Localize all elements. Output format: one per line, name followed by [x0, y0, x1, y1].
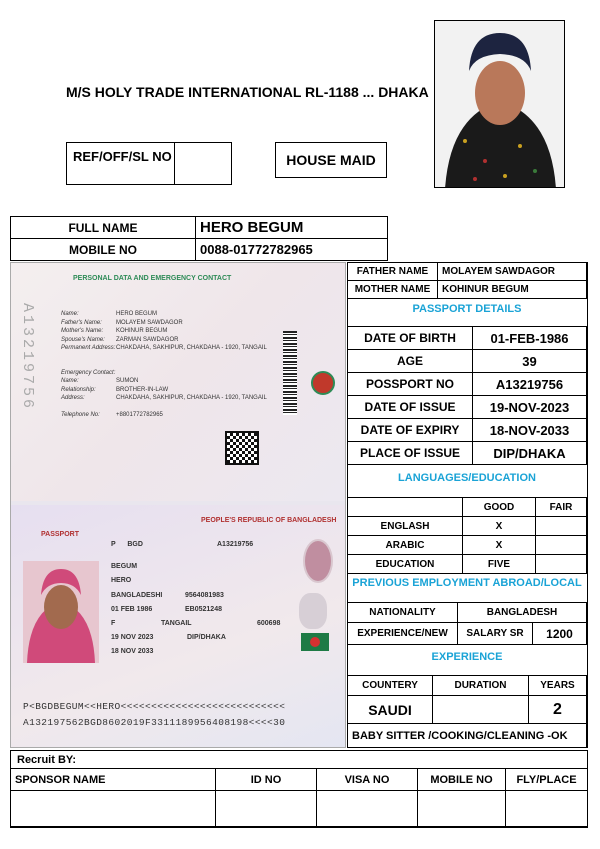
pp-prev-passport: EB0521248	[185, 606, 222, 613]
pp-field: Relationship: BROTHER-IN-LAW	[61, 386, 169, 393]
passport-fields	[61, 311, 291, 420]
recruit-col: ID NO	[216, 769, 317, 791]
pp-expiry: 18 NOV 2033	[111, 648, 154, 655]
pd-value: DIP/DHAKA	[473, 442, 587, 465]
pp-field: Address: CHAKDAHA, SAKHIPUR, CHAKDAHA - 1920, TANGAIL	[61, 395, 267, 401]
pd-label: AGE	[348, 350, 473, 373]
recruit-label: Recruit BY:	[17, 754, 77, 766]
recruit-cell	[418, 791, 506, 828]
pp-field: Mother's Name: KOHINUR BEGUM	[61, 328, 168, 334]
full-name-value: HERO BEGUM	[196, 217, 388, 239]
barcode	[283, 331, 297, 415]
pp-issue-date: 19 NOV 2023	[111, 634, 154, 641]
pp-dob: 01 FEB 1986	[111, 606, 153, 613]
languages-heading: LANGUAGES/EDUCATION	[398, 472, 536, 484]
exp-col-duration: DURATION	[433, 676, 529, 696]
recruit-cell	[11, 791, 216, 828]
agency-title: M/S HOLY TRADE INTERNATIONAL RL-1188 ... DHAKA	[66, 84, 429, 100]
mrz-line-1: P<BGDBEGUM<<HERO<<<<<<<<<<<<<<<<<<<<<<<<<<<	[23, 701, 286, 712]
lang-good: FIVE	[463, 555, 536, 574]
pp-type: P BGD	[111, 541, 143, 548]
recruit-cell	[317, 791, 418, 828]
salary-value: 1200	[533, 623, 587, 645]
pd-value: 18-NOV-2033	[473, 419, 587, 442]
passport-details-heading: PASSPORT DETAILS	[412, 303, 522, 315]
passport-section-title: PERSONAL DATA AND EMERGENCY CONTACT	[73, 275, 232, 282]
pp-authority: DIP/DHAKA	[187, 634, 226, 641]
lang-fair	[536, 517, 587, 536]
pp-ghost-photo	[299, 593, 327, 629]
pd-label: PLACE OF ISSUE	[348, 442, 473, 465]
flag-icon	[301, 633, 329, 651]
passport-vertical-number: A13219756	[19, 303, 36, 412]
pp-small-code: 600698	[257, 620, 281, 627]
ref-divider	[174, 143, 175, 184]
recruit-col: SPONSOR NAME	[11, 769, 216, 791]
nationality-value: BANGLADESH	[458, 603, 587, 623]
lang-label: EDUCATION	[348, 555, 463, 574]
pd-label: DATE OF BIRTH	[348, 327, 473, 350]
pp-field: Name: SUMON	[61, 378, 139, 384]
skills: BABY SITTER /COOKING/CLEANING -OK	[348, 724, 587, 748]
pp-sex: F	[111, 620, 116, 627]
recruit-cell	[216, 791, 317, 828]
lang-col-good: GOOD	[463, 498, 536, 517]
name-mobile-table	[10, 216, 388, 261]
nationality-label: NATIONALITY	[348, 603, 458, 623]
pd-value: 39	[473, 350, 587, 373]
pp-personal-no: 9564081983	[185, 592, 224, 599]
pp-field: Spouse's Name: ZARMAN SAWDAGOR	[61, 336, 179, 343]
lang-fair	[536, 555, 587, 574]
passport-scan	[10, 262, 346, 748]
candidate-photo	[434, 20, 565, 188]
ref-label: REF/OFF/SL NO	[73, 149, 172, 164]
pd-label: DATE OF EXPIRY	[348, 419, 473, 442]
recruit-col: FLY/PLACE	[506, 769, 588, 791]
pd-value: 19-NOV-2023	[473, 396, 587, 419]
lang-empty-header	[348, 498, 463, 517]
pp-number: A13219756	[217, 541, 254, 548]
pp-given: HERO	[111, 577, 132, 584]
pp-country-title: PEOPLE'S REPUBLIC OF BANGLADESH	[201, 517, 337, 524]
exp-duration	[433, 696, 529, 724]
position-box	[275, 142, 387, 178]
mobile-value: 0088-01772782965	[196, 239, 388, 261]
nationality-table	[347, 602, 587, 645]
emblem-icon	[311, 371, 335, 395]
pp-emergency-label: Emergency Contact:	[61, 369, 116, 376]
pp-chip-photo	[303, 539, 333, 583]
pp-surname: BEGUM	[111, 563, 138, 570]
pp-field: Father's Name: MOLAYEM SAWDAGOR	[61, 319, 183, 326]
qr-code-icon	[225, 431, 259, 465]
parents-table	[347, 262, 587, 299]
exp-country: SAUDI	[348, 696, 433, 724]
lang-good: X	[463, 536, 536, 555]
mother-label: MOTHER NAME	[348, 281, 438, 299]
recruit-col: MOBILE NO	[418, 769, 506, 791]
pd-label: POSSPORT NO	[348, 373, 473, 396]
experience-heading: EXPERIENCE	[431, 651, 503, 663]
recruit-table	[10, 768, 588, 828]
pd-value: 01-FEB-1986	[473, 327, 587, 350]
passport-details-table	[347, 326, 587, 465]
languages-table	[347, 497, 587, 574]
recruit-cell	[506, 791, 588, 828]
experience-new-label: EXPERIENCE/NEW	[348, 623, 458, 645]
position-label: HOUSE MAID	[286, 152, 376, 168]
pp-birth-place: TANGAIL	[161, 620, 192, 627]
mother-value: KOHINUR BEGUM	[438, 281, 587, 299]
lang-label: ENGLASH	[348, 517, 463, 536]
exp-years: 2	[529, 696, 587, 724]
pp-field: Telephone No: +8801772782965	[61, 411, 163, 418]
pp-field: Permanent Address: CHAKDAHA, SAKHIPUR, CHAKDAHA - 1920, TANGAIL	[61, 345, 267, 351]
lang-label: ARABIC	[348, 536, 463, 555]
pd-value: A13219756	[473, 373, 587, 396]
full-name-label: FULL NAME	[11, 217, 196, 239]
salary-label: SALARY SR	[458, 623, 533, 645]
passport-data-page	[11, 263, 346, 501]
father-label: FATHER NAME	[348, 263, 438, 281]
mobile-label: MOBILE NO	[11, 239, 196, 261]
pp-field: Name: HERO BEGUM	[61, 311, 158, 317]
exp-col-country: COUNTERY	[348, 676, 433, 696]
pp-nationality: BANGLADESHI	[111, 592, 163, 599]
mrz-line-2: A132197562BGD8602019F3311189956408198<<<<30	[23, 717, 286, 728]
experience-table	[347, 675, 587, 748]
pd-label: DATE OF ISSUE	[348, 396, 473, 419]
lang-fair	[536, 536, 587, 555]
passport-photo-page	[11, 505, 346, 748]
father-value: MOLAYEM SAWDAGOR	[438, 263, 587, 281]
pp-passport-label: PASSPORT	[41, 531, 79, 538]
lang-good: X	[463, 517, 536, 536]
lang-col-fair: FAIR	[536, 498, 587, 517]
exp-col-years: YEARS	[529, 676, 587, 696]
pp-holder-photo	[23, 561, 99, 663]
previous-employment-heading: PREVIOUS EMPLOYMENT ABROAD/LOCAL	[352, 577, 582, 589]
recruit-col: VISA NO	[317, 769, 418, 791]
ref-box	[66, 142, 232, 185]
